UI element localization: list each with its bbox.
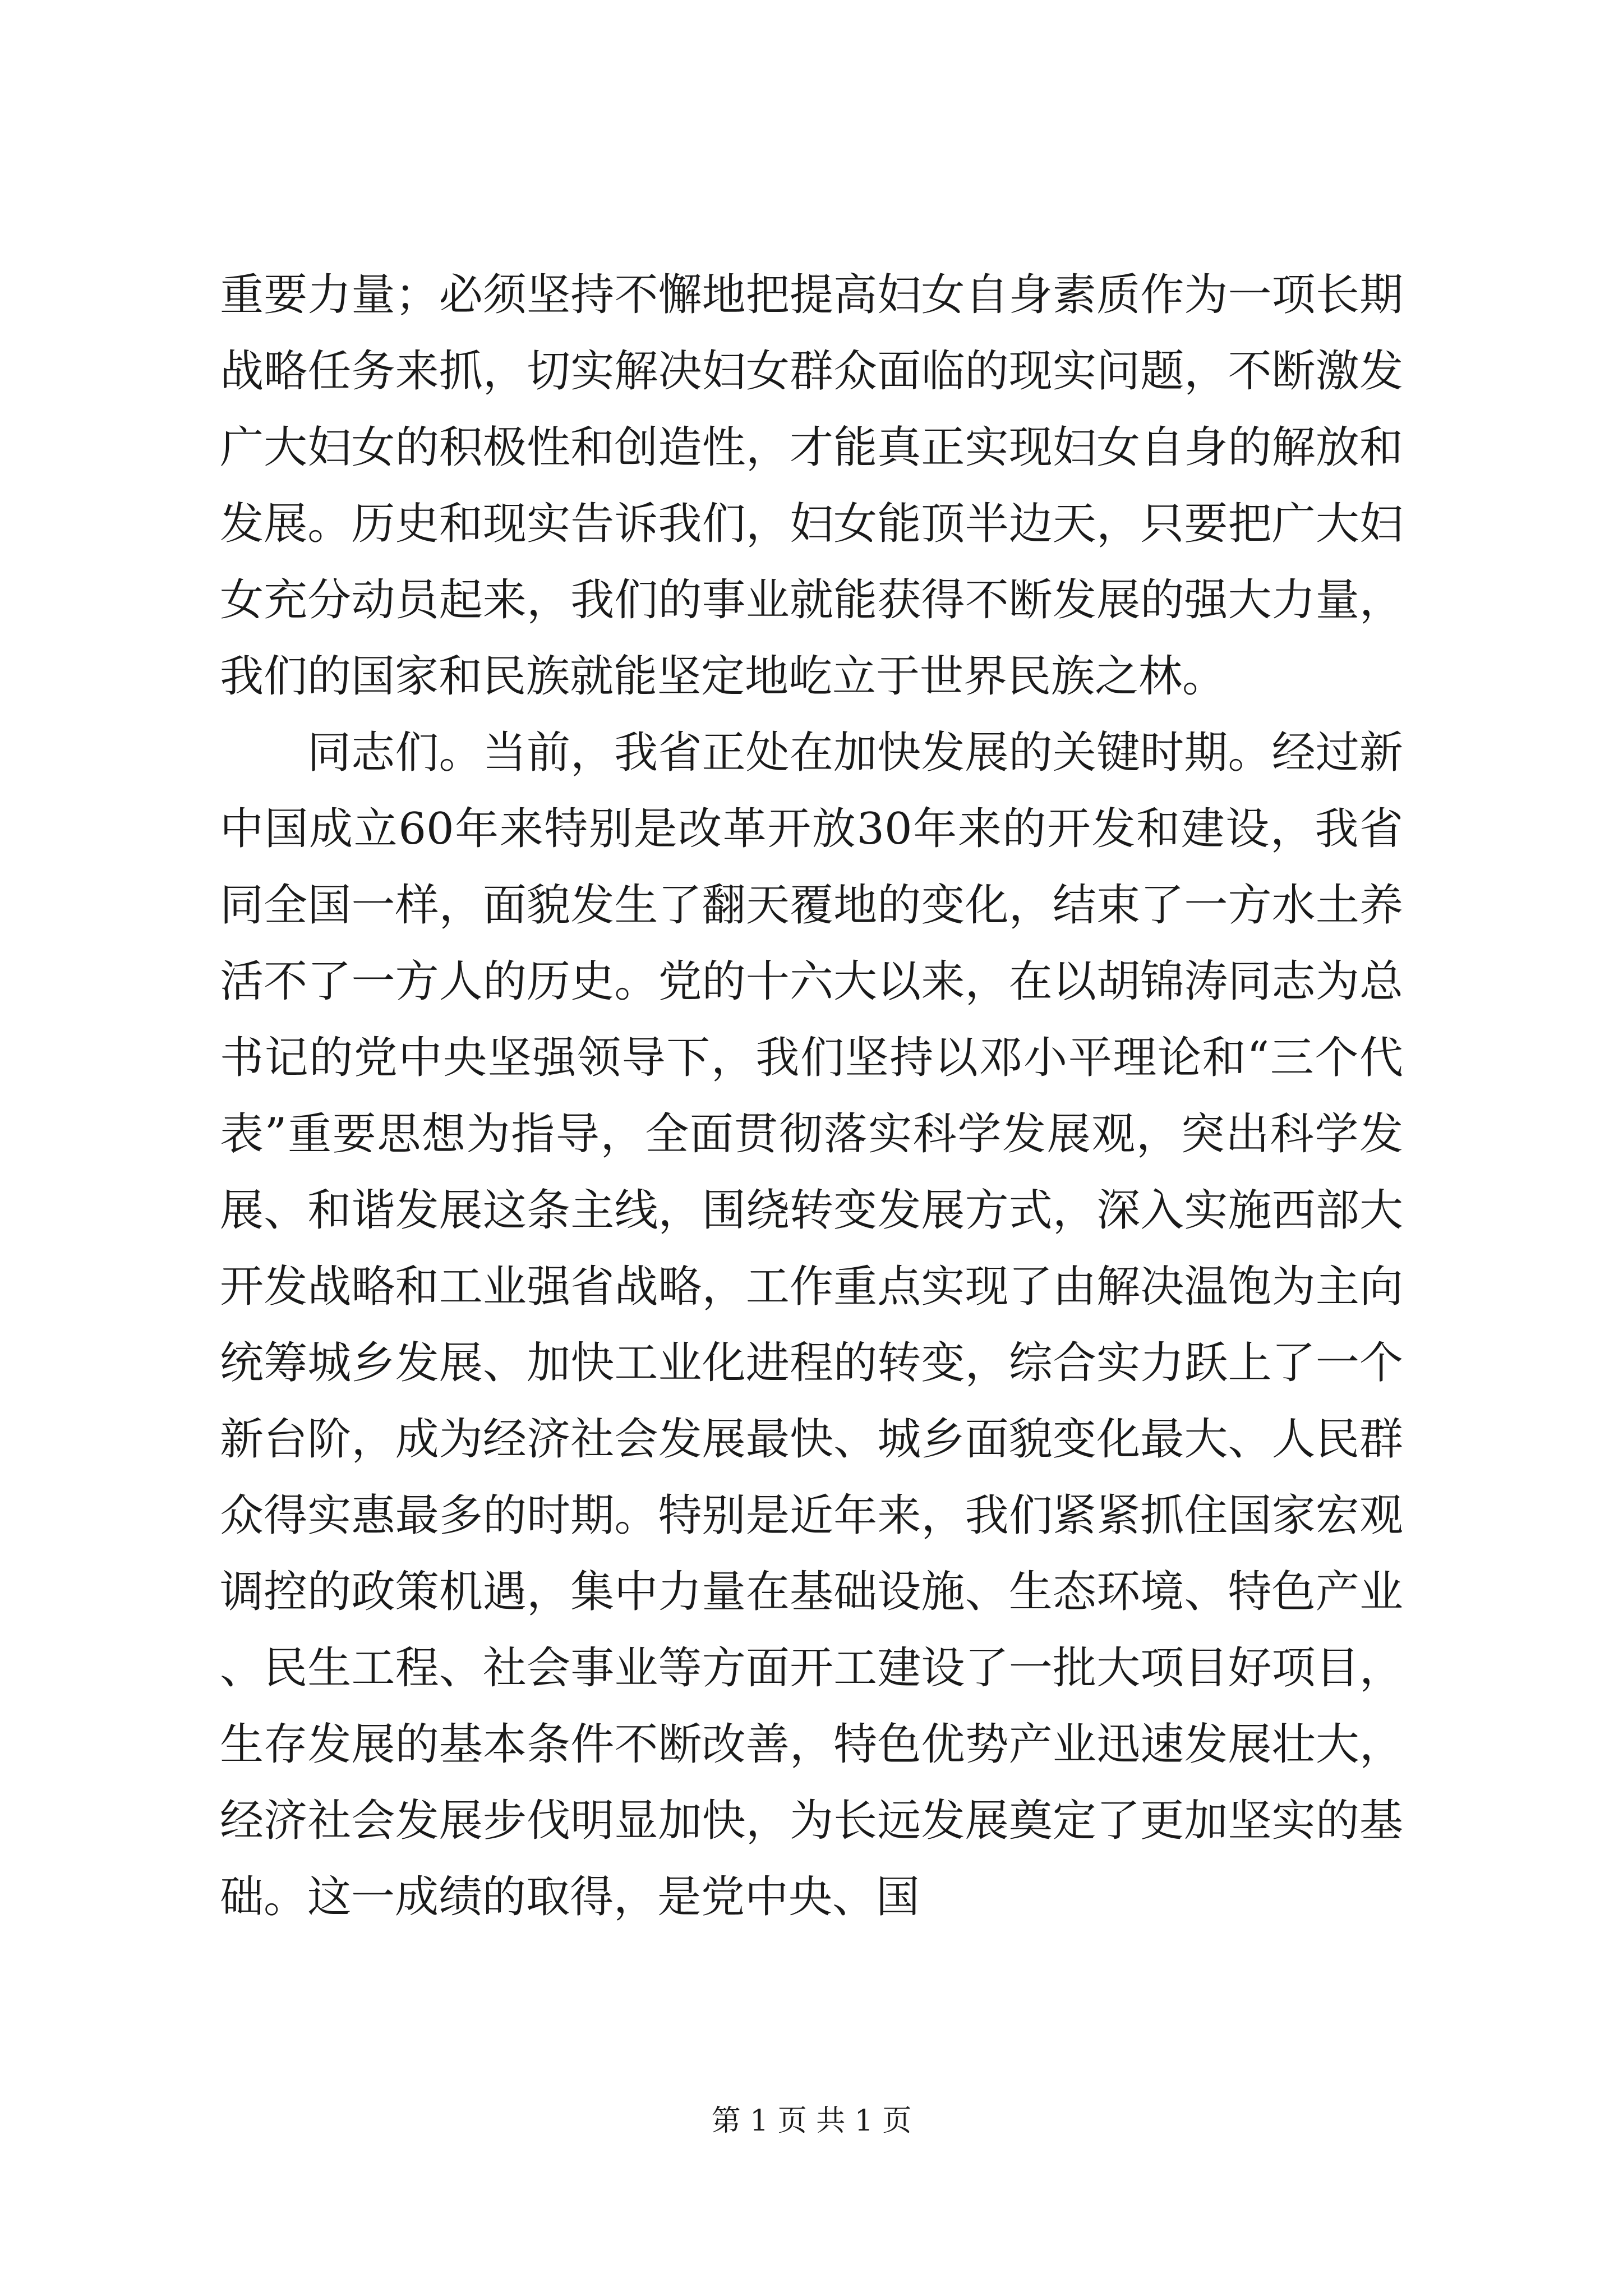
page-footer: 第 1 页 共 1 页 (711, 2104, 912, 2138)
document-body (220, 257, 1403, 1935)
paragraph-1: 重要力量；必须坚持不懈地把提高妇女自身素质作为一项长期战略任务来抓，切实解决妇女群众面临的现实问题，不断激发广大妇女的积极性和创造性，才能真正实现妇女自身的解放和发展。历史和现实告诉我们，妇女能顶半边天，只要把广大妇女充分动员起来，我们的事业就能获得不断发展的强大力量，我们的国家和民族就能坚定地屹立于世界民族之林。 (220, 270, 1403, 702)
paragraph-2: 同志们。当前，我省正处在加快发展的关键时期。经过新中国成立60年来特别是改革开放30年来的开发和建设，我省同全国一样，面貌发生了翻天覆地的变化，结束了一方水土养活不了一方人的历史。党的十六大以来，在以胡锦涛同志为总书记的党中央坚强领导下，我们坚持以邓小平理论和“三个代表”重要思想为指导，全面贯彻落实科学发展观，突出科学发展、和谐发展这条主线，围绕转变发展方式，深入实施西部大开发战略和工业强省战略，工作重点实现了由解决温饱为主向统筹城乡发展、加快工业化进程的转变，综合实力跃上了一个新台阶，成为经济社会发展最快、城乡面貌变化最大、人民群众得实惠最多的时期。特别是近年来，我们紧紧抓住国家宏观调控的政策机遇，集中力量在基础设施、生态环境、特色产业、民生工程、社会事业等方面开工建设了一批大项目好项目，生存发展的基本条件不断改善，特色优势产业迅速发展壮大，经济社会发展步伐明显加快，为长远发展奠定了更加坚实的基础。这一成绩的取得，是党中央、国 (220, 728, 1403, 1922)
